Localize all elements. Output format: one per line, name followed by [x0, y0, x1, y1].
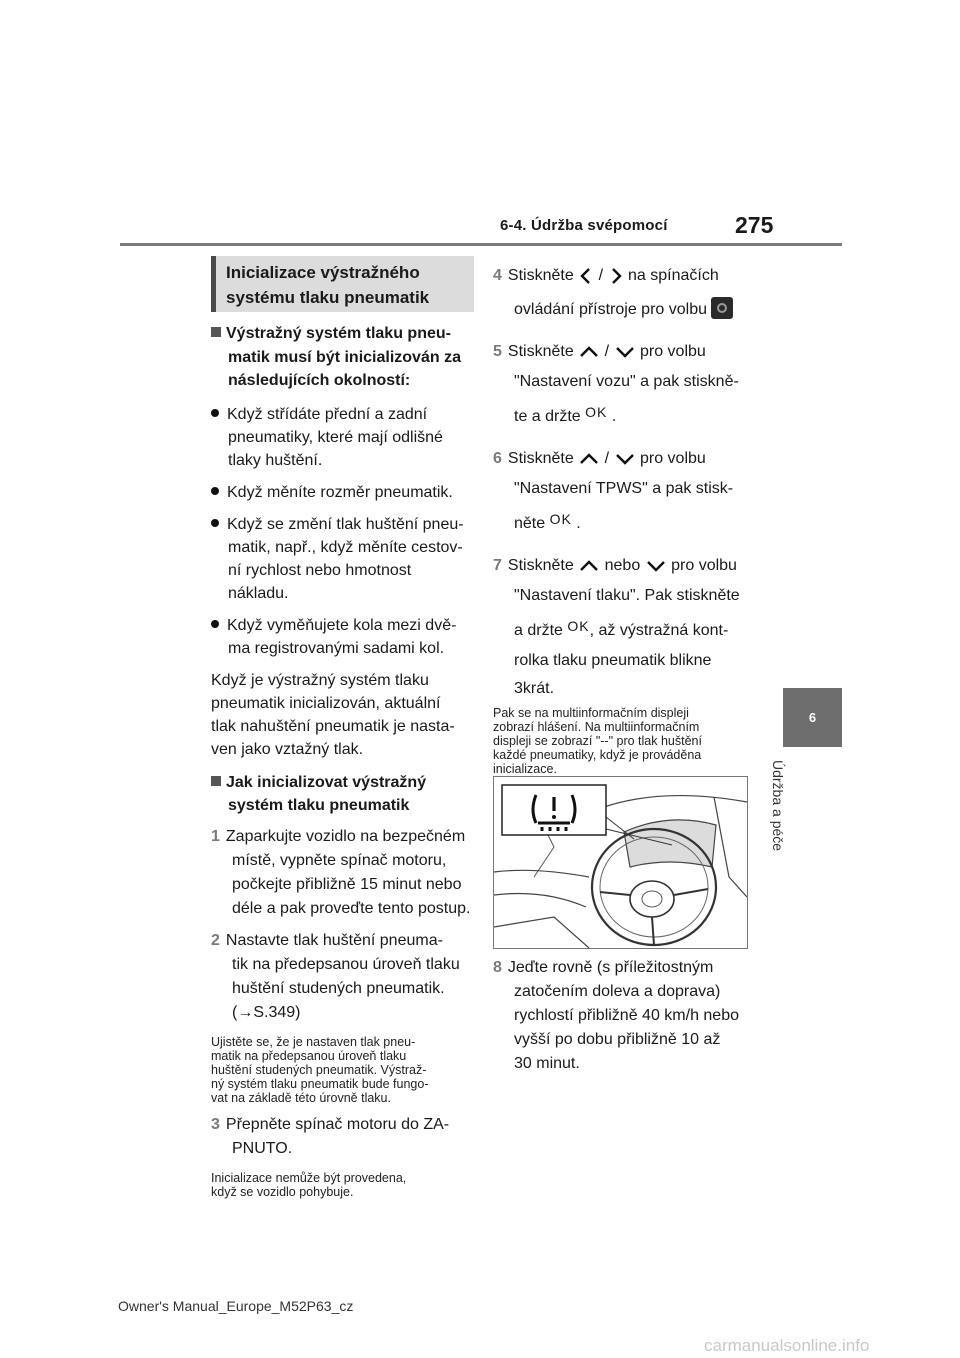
- chevron-up-icon: [578, 452, 600, 466]
- step-6: 6 Stiskněte / pro volbu "Nastavení TPWS" a pak stisk- něte OK .: [493, 450, 734, 532]
- right-column: [493, 261, 763, 776]
- step-2: 2 Nastavte tlak huštění pneuma- tik na předepsanou úroveň tlaku huštění studených pneumatik. (→S.349): [211, 931, 460, 1021]
- left-column: [211, 322, 473, 1199]
- subheading-how-to-initialize: Jak inicializovat výstražný systém tlaku pneumatik: [211, 771, 473, 817]
- page-number: 275: [735, 212, 774, 238]
- section-title: Inicializace výstražného systému tlaku pneumatik: [226, 263, 430, 307]
- chapter-number: 6: [808, 710, 817, 725]
- chapter-tab-label: Údržba a péče: [770, 760, 786, 852]
- chevron-right-icon: [608, 266, 624, 286]
- list-item: Když měníte rozměr pneumatik.: [211, 481, 473, 504]
- tpms-warning-light-illustration: [494, 777, 747, 948]
- chevron-down-icon: [645, 559, 667, 573]
- step-7: 7 Stiskněte nebo pro volbu "Nastavení tlaku". Pak stiskněte a držte OK, až výstražná kont- rolka tlaku pneumatik blikne 3krát.: [493, 557, 740, 697]
- ok-button-icon: OK: [585, 404, 608, 420]
- chevron-up-icon: [578, 559, 600, 573]
- dashboard-illustration: [493, 776, 748, 949]
- step-4: 4 Stiskněte / na spínačích ovládání přístroje pro volbu: [493, 261, 763, 325]
- note-step-7: Pak se na multiinformačním displeji zobrazí hlášení. Na multiinformačním displeji se zobrazí "--" pro tlak huštění každé pneumatiky, když je prováděna inicializace.: [493, 706, 702, 776]
- watermark: carmanualsonline.info: [704, 1336, 870, 1355]
- subheading-initialization-conditions: Výstražný systém tlaku pneu- matik musí být inicializován za následujících okolností:: [211, 322, 473, 393]
- footer-manual-id: Owner's Manual_Europe_M52P63_cz: [118, 1298, 354, 1314]
- list-item: Když vyměňujete kola mezi dvě- ma registrovanými sadami kol.: [211, 614, 473, 660]
- header-rule: [120, 243, 842, 246]
- step-8: 8 Jeďte rovně (s příležitostným zatočením doleva a doprava) rychlostí přibližně 40 km/h nebo vyšší po dobu přibližně 10 až 30 minut.: [493, 959, 739, 1072]
- section-title-box: [211, 256, 474, 312]
- settings-gear-icon: [711, 297, 733, 319]
- step-5: 5 Stiskněte / pro volbu "Nastavení vozu" a pak stiskně- te a držte OK .: [493, 343, 739, 425]
- paragraph-reference-pressure: Když je výstražný systém tlaku pneumatik inicializován, aktuální tlak nahuštění pneumatik je nasta- ven jako vztažný tlak.: [211, 671, 455, 758]
- chevron-left-icon: [578, 266, 594, 286]
- step-1: 1 Zaparkujte vozidlo na bezpečném místě, vypněte spínač motoru, počkejte přibližně 15 minut nebo déle a pak proveďte tento postup.: [211, 827, 471, 917]
- section-header: 6-4. Údržba svépomocí: [500, 217, 668, 234]
- ok-button-icon: OK: [549, 511, 572, 527]
- chevron-down-icon: [614, 345, 636, 359]
- note-step-3: Inicializace nemůže být provedena, když se vozidlo pohybuje.: [211, 1170, 407, 1199]
- chevron-down-icon: [614, 452, 636, 466]
- ok-button-icon: OK: [567, 618, 590, 634]
- note-step-2: Ujistěte se, že je nastaven tlak pneu- matik na předepsanou úroveň tlaku huštění studených pneumatik. Výstraž- ný systém tlaku pneumatik bude fungo- vat na základě této úrovně tlaku.: [211, 1034, 429, 1105]
- step-3: 3 Přepněte spínač motoru do ZA- PNUTO.: [211, 1115, 450, 1157]
- list-item: Když střídáte přední a zadní pneumatiky, které mají odlišné tlaky huštění.: [211, 403, 473, 472]
- chapter-tab: [783, 688, 842, 747]
- list-item: Když se změní tlak huštění pneu- matik, např., když měníte cestov- ní rychlost nebo hmotnost nákladu.: [211, 513, 473, 605]
- chevron-up-icon: [578, 345, 600, 359]
